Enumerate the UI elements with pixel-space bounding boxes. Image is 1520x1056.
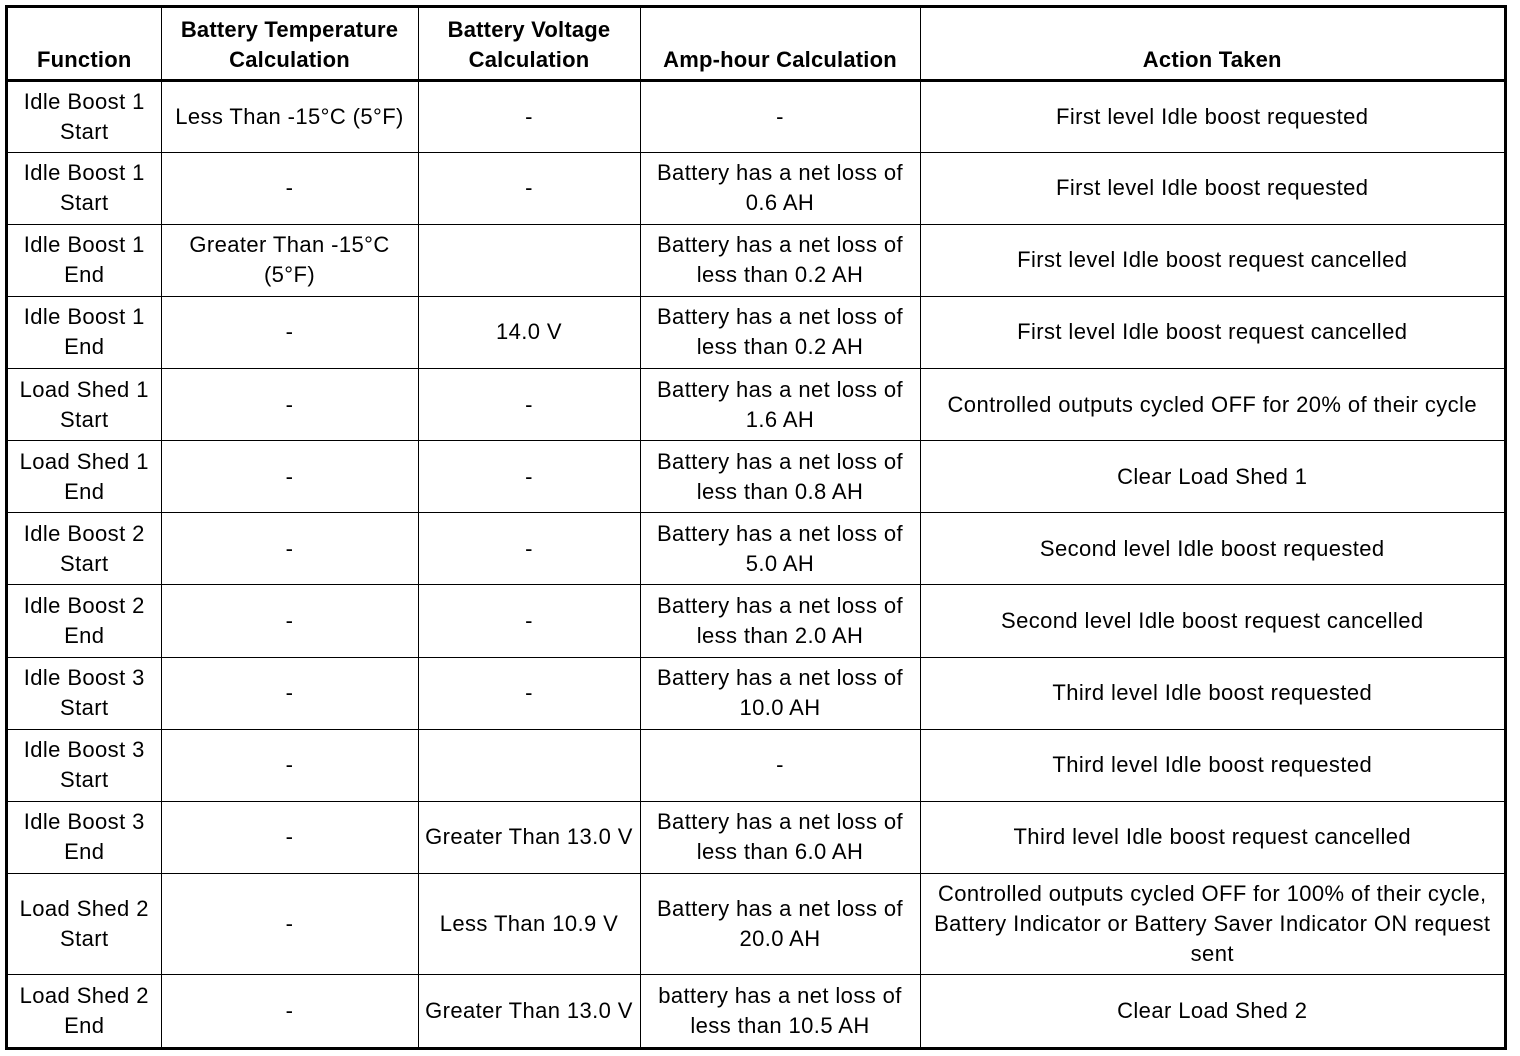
header-amp-hour: Amp-hour Calculation (640, 8, 920, 80)
cell-voltage: - (418, 513, 640, 585)
table-row (8, 80, 1504, 152)
cell-action: Controlled outputs cycled OFF for 100% of their cycle, Battery Indicator or Battery Saver Indicator ON request sent (920, 874, 1504, 975)
cell-action: Third level Idle boost request cancelled (920, 801, 1504, 873)
cell-amp-hour: Battery has a net loss of 1.6 AH (640, 369, 920, 441)
cell-function: Load Shed 1 Start (8, 369, 161, 441)
cell-action: Controlled outputs cycled OFF for 20% of their cycle (920, 369, 1504, 441)
table-row (8, 224, 1504, 296)
cell-function: Idle Boost 1 Start (8, 152, 161, 224)
battery-management-table-container (5, 5, 1507, 1050)
cell-temperature: - (161, 585, 418, 657)
header-battery-temperature: Battery Temperature Calculation (161, 8, 418, 80)
cell-function: Idle Boost 2 End (8, 585, 161, 657)
cell-voltage: - (418, 80, 640, 152)
cell-amp-hour: Battery has a net loss of less than 2.0 AH (640, 585, 920, 657)
cell-voltage: - (418, 369, 640, 441)
cell-voltage: 14.0 V (418, 296, 640, 368)
cell-action: First level Idle boost requested (920, 80, 1504, 152)
battery-management-table (8, 8, 1504, 1047)
cell-voltage: - (418, 441, 640, 513)
cell-action: First level Idle boost requested (920, 152, 1504, 224)
cell-function: Idle Boost 1 Start (8, 80, 161, 152)
cell-amp-hour: Battery has a net loss of less than 0.8 AH (640, 441, 920, 513)
cell-function: Idle Boost 3 End (8, 801, 161, 873)
cell-amp-hour: battery has a net loss of less than 10.5 AH (640, 975, 920, 1047)
table-row (8, 975, 1504, 1047)
cell-action: First level Idle boost request cancelled (920, 296, 1504, 368)
cell-temperature: Less Than -15°C (5°F) (161, 80, 418, 152)
cell-temperature: - (161, 874, 418, 975)
cell-amp-hour: Battery has a net loss of less than 6.0 AH (640, 801, 920, 873)
cell-function: Load Shed 2 End (8, 975, 161, 1047)
cell-temperature: - (161, 801, 418, 873)
table-row (8, 729, 1504, 801)
cell-voltage (418, 224, 640, 296)
table-row (8, 369, 1504, 441)
cell-function: Load Shed 1 End (8, 441, 161, 513)
cell-voltage: - (418, 585, 640, 657)
cell-voltage: - (418, 152, 640, 224)
cell-voltage: - (418, 657, 640, 729)
cell-amp-hour: - (640, 729, 920, 801)
cell-action: First level Idle boost request cancelled (920, 224, 1504, 296)
cell-function: Load Shed 2 Start (8, 874, 161, 975)
cell-voltage: Greater Than 13.0 V (418, 801, 640, 873)
cell-voltage: Greater Than 13.0 V (418, 975, 640, 1047)
cell-temperature: - (161, 975, 418, 1047)
cell-temperature: - (161, 441, 418, 513)
cell-function: Idle Boost 1 End (8, 296, 161, 368)
cell-temperature: Greater Than -15°C (5°F) (161, 224, 418, 296)
cell-amp-hour: Battery has a net loss of 0.6 AH (640, 152, 920, 224)
cell-amp-hour: Battery has a net loss of 20.0 AH (640, 874, 920, 975)
table-row (8, 296, 1504, 368)
cell-amp-hour: Battery has a net loss of 5.0 AH (640, 513, 920, 585)
cell-amp-hour: Battery has a net loss of less than 0.2 AH (640, 224, 920, 296)
cell-voltage (418, 729, 640, 801)
cell-function: Idle Boost 2 Start (8, 513, 161, 585)
cell-amp-hour: - (640, 80, 920, 152)
cell-action: Clear Load Shed 1 (920, 441, 1504, 513)
cell-action: Second level Idle boost requested (920, 513, 1504, 585)
table-row (8, 513, 1504, 585)
table-row (8, 152, 1504, 224)
header-battery-voltage: Battery Voltage Calculation (418, 8, 640, 80)
cell-action: Clear Load Shed 2 (920, 975, 1504, 1047)
cell-temperature: - (161, 657, 418, 729)
cell-temperature: - (161, 513, 418, 585)
cell-voltage: Less Than 10.9 V (418, 874, 640, 975)
table-row (8, 657, 1504, 729)
header-action-taken: Action Taken (920, 8, 1504, 80)
cell-function: Idle Boost 3 Start (8, 657, 161, 729)
header-function: Function (8, 8, 161, 80)
cell-temperature: - (161, 152, 418, 224)
header-row (8, 8, 1504, 80)
cell-temperature: - (161, 296, 418, 368)
cell-action: Second level Idle boost request cancelled (920, 585, 1504, 657)
cell-action: Third level Idle boost requested (920, 729, 1504, 801)
cell-function: Idle Boost 1 End (8, 224, 161, 296)
cell-function: Idle Boost 3 Start (8, 729, 161, 801)
table-row (8, 585, 1504, 657)
table-row (8, 801, 1504, 873)
cell-amp-hour: Battery has a net loss of 10.0 AH (640, 657, 920, 729)
cell-temperature: - (161, 729, 418, 801)
cell-action: Third level Idle boost requested (920, 657, 1504, 729)
table-row (8, 441, 1504, 513)
cell-amp-hour: Battery has a net loss of less than 0.2 AH (640, 296, 920, 368)
table-row (8, 874, 1504, 975)
cell-temperature: - (161, 369, 418, 441)
